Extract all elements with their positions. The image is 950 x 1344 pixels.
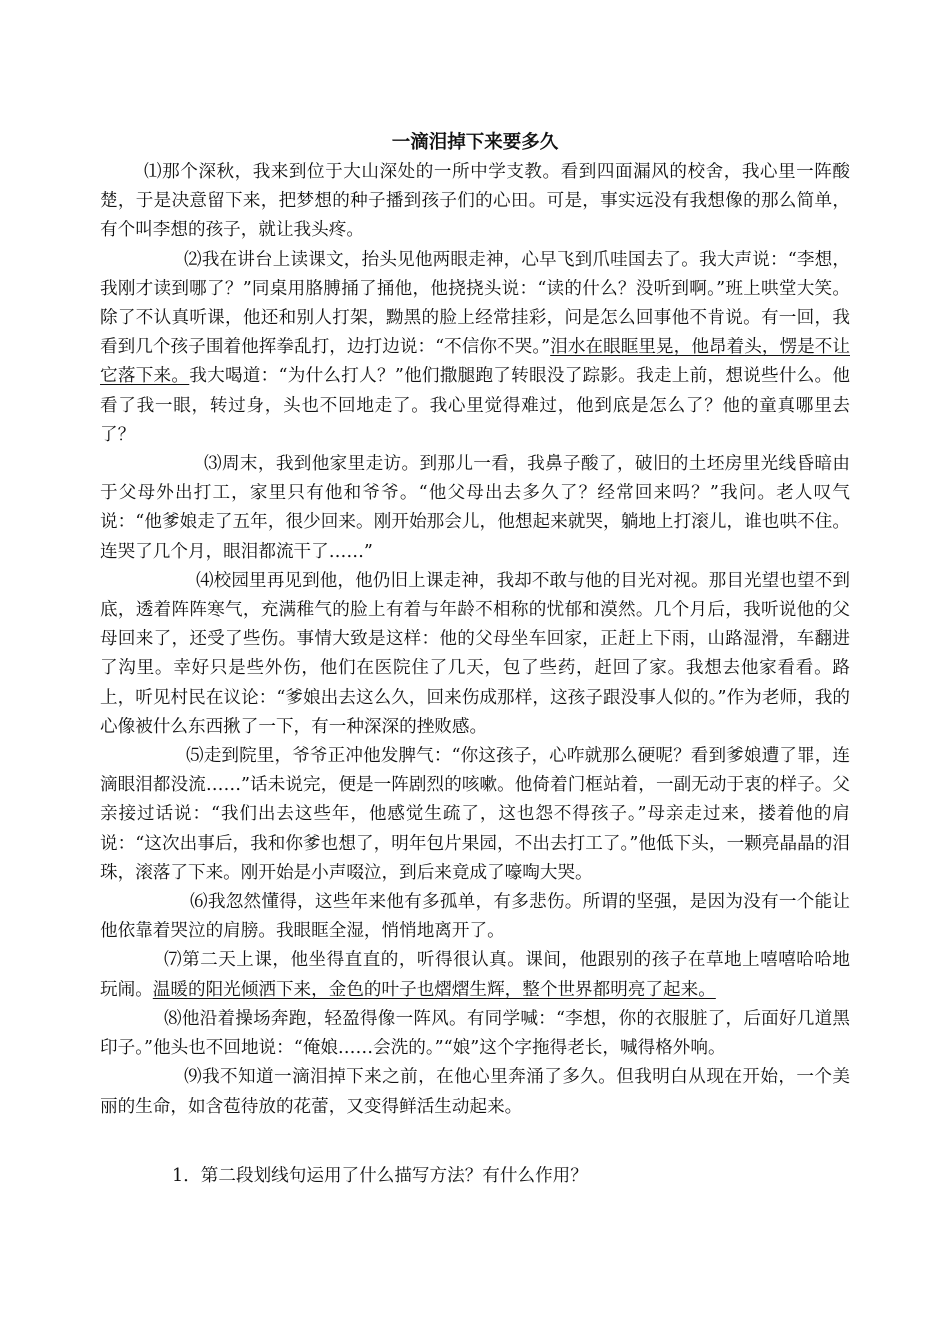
paragraph-5: ⑸走到院里，爷爷正冲他发脾气：“你这孩子，心咋就那么硬呢？看到爹娘遭了罪，连滴眼泪都没流……”话未说完，便是一阵剧烈的咳嗽。他倚着门框站着，一副无动于衷的样子。父亲接过话说：“我们出去这些年，他感觉生疏了，这也怨不得孩子。”母亲走过来，搂着他的肩说：“这次出事后，我和你爹也想了，明年包片果园，不出去打工了。”他低下头，一颗亮晶晶的泪珠，滚落了下来。刚开始是小声啜泣，到后来竟成了嚎啕大哭。 (100, 746, 850, 883)
question-1: 1．第二段划线句运用了什么描写方法？有什么作用？ (172, 1165, 588, 1186)
paragraph-2 (100, 246, 850, 450)
paragraph-2-text-end: 我大喝道：“为什么打人？”他们撒腿跑了转眼没了踪影。我走上前，想说些什么。他看了我一眼，转过身，头也不回地走了。我心里觉得难过，他到底是怎么了？他的童真哪里去了？ (100, 366, 850, 445)
paragraph-2-text: ⑵我在讲台上读课文，抬头见他两眼走神，心早飞到爪哇国去了。我大声说：“李想，我刚才读到哪了？”同桌用胳膊捅了捅他，他挠挠头说：“读的什么？没听到啊。”班上哄堂大笑。除了不认真听课，他还和别人打架，黝黑的脸上经常挂彩，问是怎么回事他不肯说。有一回，我看到几个孩子围着他挥拳乱打，边打边说：“不信你不哭。” (100, 249, 850, 358)
underlined-sentence-2: 温暖的阳光倾洒下来，金色的叶子也熠熠生辉，整个世界都明亮了起来。 (152, 979, 716, 1000)
paragraph-8: ⑻他沿着操场奔跑，轻盈得像一阵风。有同学喊：“李想，你的衣服脏了，后面好几道黑印子。”他头也不回地说：“俺娘……会洗的。”“娘”这个字拖得老长，喊得格外响。 (100, 1008, 850, 1059)
article-title: 一滴泪掉下来要多久 (391, 132, 559, 153)
paragraph-9: ⑼我不知道一滴泪掉下来之前，在他心里奔涌了多久。但我明白从现在开始，一个美丽的生命，如含苞待放的花蕾，又变得鲜活生动起来。 (100, 1067, 850, 1117)
paragraph-6: ⑹我忽然懂得，这些年来他有多孤单，有多悲伤。所谓的坚强，是因为没有一个能让他依靠着哭泣的肩膀。我眼眶全湿，悄悄地离开了。 (100, 892, 850, 942)
document-page (100, 128, 850, 1191)
paragraph-3: ⑶周末，我到他家里走访。到那儿一看，我鼻子酸了，破旧的土坯房里光线昏暗由于父母外出打工，家里只有他和爷爷。“他父母出去多久了？经常回来吗？”我问。老人叹气说：“他爹娘走了五年，很少回来。刚开始那会儿，他想起来就哭，躺地上打滚儿，谁也哄不住。连哭了几个月，眼泪都流干了……” (100, 454, 850, 562)
paragraph-4: ⑷校园里再见到他，他仍旧上课走神，我却不敢与他的目光对视。那目光望也望不到底，透着阵阵寒气，充满稚气的脸上有着与年龄不相称的忧郁和漠然。几个月后，我听说他的父母回来了，还受了些伤。事情大致是这样：他的父母坐车回家，正赶上下雨，山路湿滑，车翻进了沟里。幸好只是些外伤，他们在医院住了几天，包了些药，赶回了家。我想去他家看看。路上，听见村民在议论：“爹娘出去这么久，回来伤成那样，这孩子跟没事人似的。”作为老师，我的心像被什么东西揪了一下，有一种深深的挫败感。 (100, 570, 850, 737)
paragraph-7 (100, 946, 850, 1004)
paragraph-7-text: ⑺第二天上课，他坐得直直的，听得很认真。课间，他跟别的孩子在草地上嘻嘻哈哈地玩闹。 (100, 950, 850, 1000)
underlined-sentence-1: 泪水在眼眶里晃，他昂着头，愣是不让它落下来。 (100, 337, 850, 387)
paragraph-1: ⑴那个深秋，我来到位于大山深处的一所中学支教。看到四面漏风的校舍，我心里一阵酸楚，于是决意留下来，把梦想的种子播到孩子们的心田。可是，事实远没有我想像的那么简单，有个叫李想的孩子，就让我头疼。 (100, 162, 850, 241)
